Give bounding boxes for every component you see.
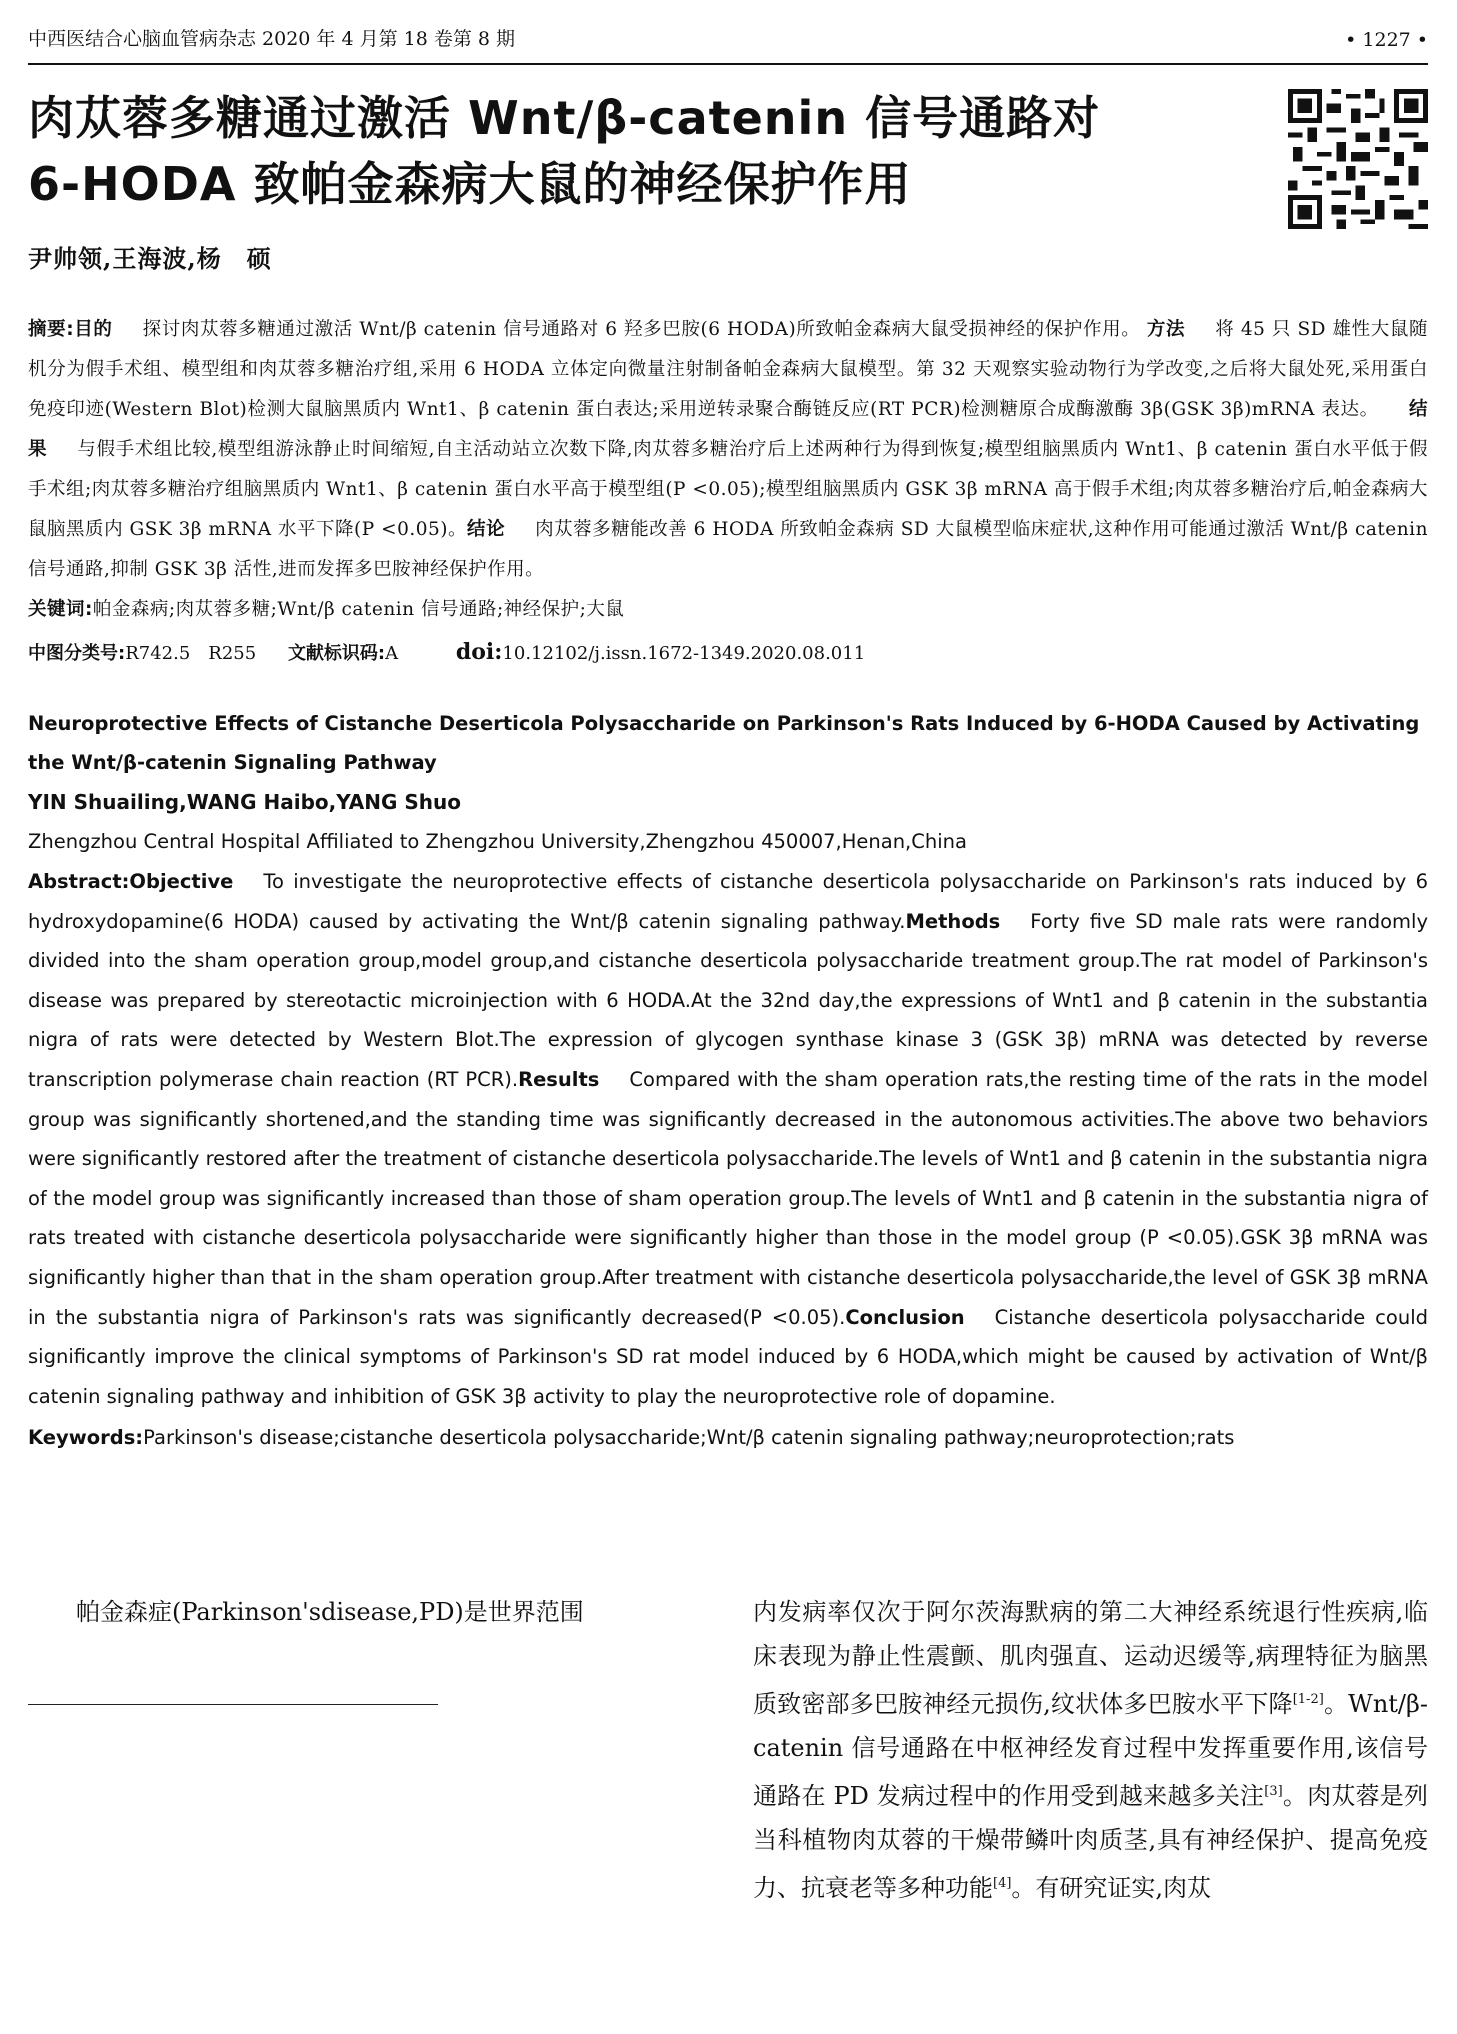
keywords-en-line (28, 1418, 1428, 1458)
page-number: • 1227 • (1345, 29, 1428, 51)
keywords-cn: 帕金森病;肉苁蓉多糖;Wnt/β catenin 信号通路;神经保护;大鼠 (92, 599, 625, 620)
abstract-conclusion-text: 肉苁蓉多糖能改善 6 HODA 所致帕金森病 SD 大鼠模型临床症状,这种作用可能通过激活 Wnt/β catenin 信号通路,抑制 GSK 3β 活性,进而发挥多巴胺神经保护作用。 (28, 519, 1428, 580)
abstract-methods-text: 将 45 只 SD 雄性大鼠随机分为假手术组、模型组和肉苁蓉多糖治疗组,采用 6 HODA 立体定向微量注射制备帕金森病大鼠模型。第 32 天观察实验动物行为学改变,之后将大鼠处死,采用蛋白免疫印迹(Western Blot)检测大鼠脑黑质内 Wnt1、β catenin 蛋白表达;采用逆转录聚合酶链反应(RT PCR)检测糖原合成酶激酶 3β(GSK 3β)mRNA 表达。 (28, 319, 1428, 420)
citation-ref[interactable]: [1-2] (1292, 1692, 1324, 1707)
abstract-en-objective-label: Abstract:Objective (28, 870, 234, 893)
doi-label: doi: (455, 639, 503, 665)
abstract-methods-label: 方法 (1146, 319, 1186, 340)
body-column-right (753, 1590, 1428, 1910)
doc-code-value: A (385, 643, 399, 664)
article-title-en: Neuroprotective Effects of Cistanche Deserticola Polysaccharide on Parkinson's Rats Induced by 6-HODA Caused by Activating the Wnt/β-catenin Signaling Pathway (28, 712, 1420, 774)
body-paragraph-1: 帕金森症(Parkinson'sdisease,PD)是世界范围 (76, 1598, 584, 1626)
title-row (28, 85, 1428, 229)
article-title-cn (28, 85, 1258, 229)
body-column-left (28, 1590, 703, 1910)
clc-value: R742.5 R255 (125, 643, 257, 664)
abstract-en-results: Compared with the sham operation rats,the resting time of the rats in the model group was significantly shortened,and the standing time was significantly decreased in the autonomous activities.The above two behaviors were significantly restored after the treatment of cistanche deserticola polysaccharide.The levels of Wnt1 and β catenin in the substantia nigra of the model group was significantly increased than those of sham operation group.The levels of Wnt1 and β catenin in the substantia nigra of rats treated with cistanche deserticola polysaccharide were significantly higher than those in the model group (P <0.05).GSK 3β mRNA was significantly higher than that in the sham operation group.After treatment with cistanche deserticola polysaccharide,the level of GSK 3β mRNA in the substantia nigra of Parkinson's rats was significantly decreased(P <0.05). (28, 1067, 1428, 1329)
title-line-2: 6-HODA 致帕金森病大鼠的神经保护作用 (28, 157, 912, 211)
body-text-b: 。Wnt/β-catenin 信号通路在中枢神经发育过程中发挥重要作用,该信号通路在 PD 发病过程中的作用受到越来越多关注 (753, 1690, 1428, 1810)
title-line-1: 肉苁蓉多糖通过激活 Wnt/β-catenin 信号通路对 (28, 91, 1101, 145)
abstract-en-methods-label: Methods (905, 909, 1001, 933)
abstract-cn (28, 310, 1428, 630)
citation-ref[interactable]: [3] (1264, 1784, 1283, 1799)
running-header (28, 18, 1428, 65)
keywords-cn-label: 关键词: (28, 599, 93, 620)
doi-value[interactable]: 10.12102/j.issn.1672-1349.2020.08.011 (502, 643, 866, 664)
doc-code-label: 文献标识码: (287, 643, 386, 664)
abstract-objective-label: 摘要:目的 (28, 319, 113, 340)
footnote-divider (28, 1704, 438, 1705)
abstract-en (28, 862, 1428, 1416)
abstract-results-label: 结果 (28, 399, 1428, 460)
authors-cn: 尹帅领,王海波,杨 硕 (28, 244, 272, 273)
body-paragraph-1-cont (753, 1590, 1428, 1910)
citation-ref[interactable]: [4] (993, 1876, 1012, 1891)
qr-code-icon[interactable] (1288, 89, 1428, 229)
affiliation: Zhengzhou Central Hospital Affiliated to Zhengzhou University,Zhengzhou 450007,Henan,China (28, 830, 967, 853)
abstract-en-results-label: Results (518, 1067, 600, 1091)
body-text-d: 。有研究证实,肉苁 (1011, 1874, 1212, 1902)
abstract-objective-text: 探讨肉苁蓉多糖通过激活 Wnt/β catenin 信号通路对 6 羟多巴胺(6 HODA)所致帕金森病大鼠受损神经的保护作用。 (142, 319, 1141, 340)
authors-en: YIN Shuailing,WANG Haibo,YANG Shuo (28, 790, 462, 814)
clc-label: 中图分类号: (28, 643, 126, 664)
journal-info: 中西医结合心脑血管病杂志 2020 年 4 月第 18 卷第 8 期 (28, 28, 516, 50)
abstract-en-objective: To investigate the neuroprotective effects of cistanche deserticola polysaccharide on Parkinson's rats induced by 6 hydroxydopamine(6 HODA) caused by activating the Wnt/β catenin signaling pathway. (28, 870, 1428, 933)
keywords-en: Parkinson's disease;cistanche deserticola polysaccharide;Wnt/β catenin signaling pathway;neuroprotection;rats (143, 1426, 1235, 1450)
page (28, 18, 1428, 1458)
body-text-a: 内发病率仅次于阿尔茨海默病的第二大神经系统退行性疾病,临床表现为静止性震颤、肌肉强直、运动迟缓等,病理特征为脑黑质致密部多巴胺神经元损伤,纹状体多巴胺水平下降 (753, 1598, 1428, 1718)
abstract-en-conclusion: Cistanche deserticola polysaccharide could significantly improve the clinical symptoms of Parkinson's SD rat model induced by 6 HODA,which might be caused by activation of Wnt/β catenin signaling pathway and inhibition of GSK 3β activity to play the neuroprotective role of dopamine. (28, 1305, 1428, 1408)
abstract-results-text: 与假手术组比较,模型组游泳静止时间缩短,自主活动站立次数下降,肉苁蓉多糖治疗后上述两种行为得到恢复;模型组脑黑质内 Wnt1、β catenin 蛋白水平低于假手术组;肉苁蓉多糖治疗组脑黑质内 Wnt1、β catenin 蛋白水平高于模型组(P <0.05);模型组脑黑质内 GSK 3β mRNA 高于假手术组;肉苁蓉多糖治疗后,帕金森病大鼠脑黑质内 GSK 3β mRNA 水平下降(P <0.05)。 (28, 439, 1428, 540)
abstract-en-conclusion-label: Conclusion (845, 1305, 965, 1329)
classification-line (28, 632, 1428, 674)
abstract-conclusion-label: 结论 (467, 519, 506, 540)
body-columns (28, 1590, 1428, 1910)
abstract-en-methods: Forty five SD male rats were randomly divided into the sham operation group,model group,and cistanche deserticola polysaccharide treatment group.The rat model of Parkinson's disease was prepared by stereotactic microinjection with 6 HODA.At the 32nd day,the expressions of Wnt1 and β catenin in the substantia nigra of rats were detected by Western Blot.The expression of glycogen synthase kinase 3 (GSK 3β) mRNA was detected by reverse transcription polymerase chain reaction (RT PCR). (28, 909, 1428, 1091)
keywords-en-label: Keywords: (28, 1426, 144, 1450)
body-text-c: 。肉苁蓉是列当科植物肉苁蓉的干燥带鳞叶肉质茎,具有神经保护、提高免疫力、抗衰老等多种功能 (753, 1782, 1429, 1902)
